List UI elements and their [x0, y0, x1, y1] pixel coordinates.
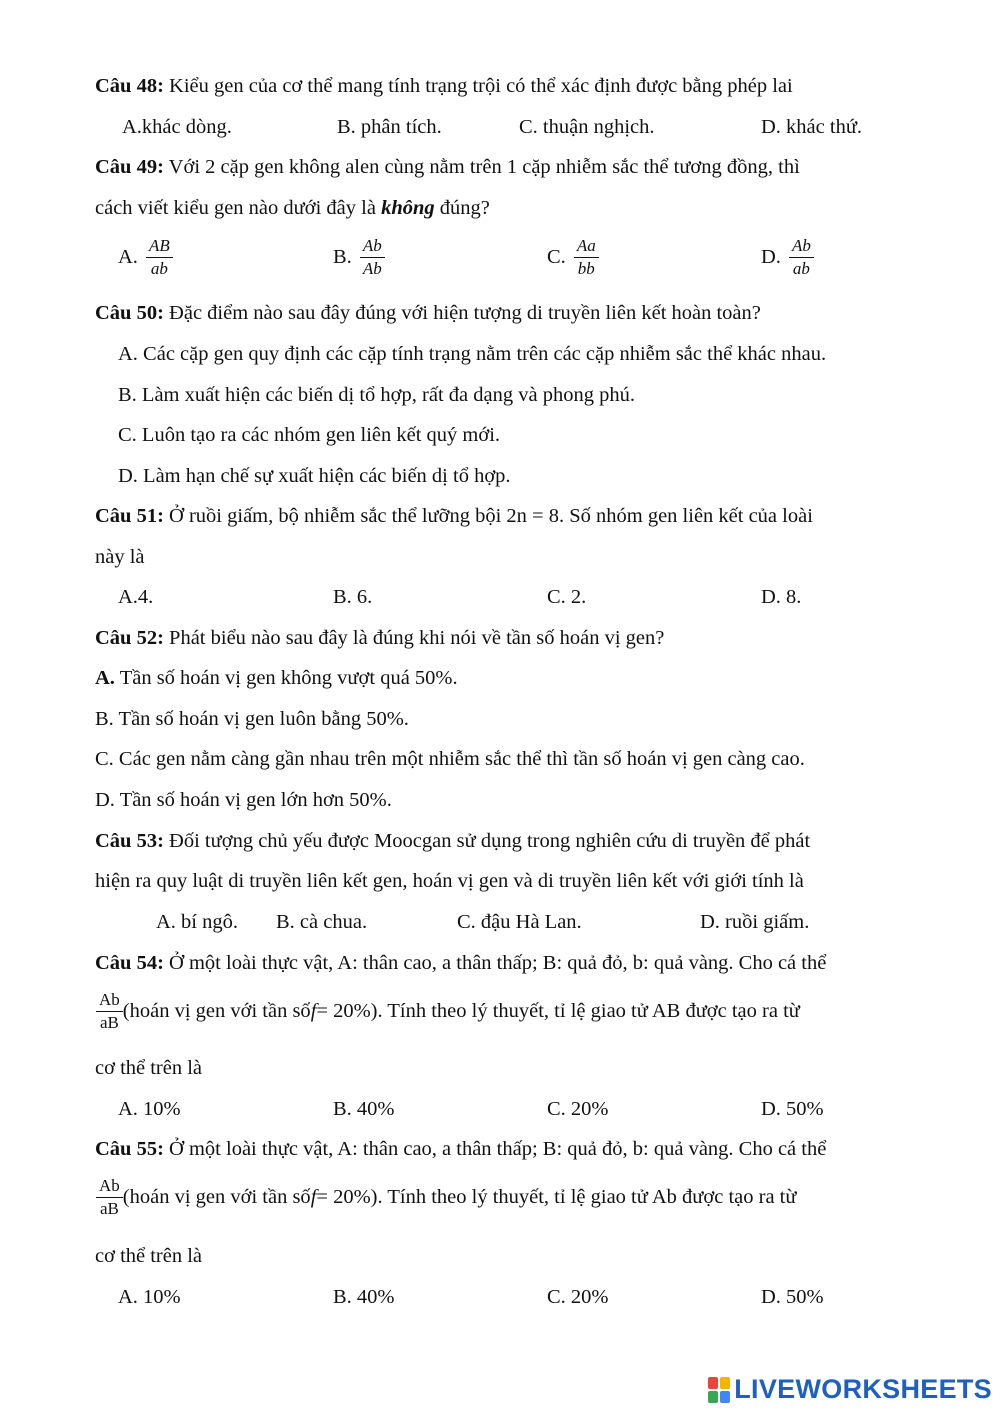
q48-option-d[interactable]: D. khác thứ. — [761, 116, 863, 138]
question-number: Câu 50: — [95, 302, 164, 324]
q48-option-b[interactable]: B. phân tích. — [337, 116, 442, 138]
q49-option-a[interactable]: A. AB ab — [118, 235, 173, 280]
question-52-stem: Câu 52: Phát biểu nào sau đây là đúng khi nói về tần số hoán vị gen? — [95, 627, 665, 649]
question-55-stem-end: cơ thể trên là — [95, 1245, 203, 1267]
q51-option-a[interactable]: A.4. — [118, 586, 154, 608]
question-number: Câu 51: — [95, 505, 164, 527]
logo-tile — [720, 1377, 730, 1389]
question-54-stem-cont: Ab aB (hoán vị gen với tần số f = 20%). Tính theo lý thuyết, tỉ lệ giao tử AB được tạo ra từ — [88, 989, 800, 1034]
q50-option-b[interactable]: B. Làm xuất hiện các biến dị tổ hợp, rất đa dạng và phong phú. — [118, 384, 635, 406]
question-53-stem-cont: hiện ra quy luật di truyền liên kết gen, hoán vị gen và di truyền liên kết với giới tính là — [95, 870, 804, 892]
q52-option-a[interactable]: A. Tần số hoán vị gen không vượt quá 50%. — [95, 667, 458, 689]
question-number: Câu 53: — [95, 830, 164, 852]
logo-text: LIVEWORKSHEETS — [734, 1374, 992, 1404]
question-55-stem: Câu 55: Ở một loài thực vật, A: thân cao, a thân thấp; B: quả đỏ, b: quả vàng. Cho cá thể — [95, 1138, 827, 1160]
q53-option-d[interactable]: D. ruồi giấm. — [700, 911, 810, 933]
q52-option-d[interactable]: D. Tần số hoán vị gen lớn hơn 50%. — [95, 789, 392, 811]
liveworksheets-logo[interactable] — [708, 1374, 992, 1405]
genotype-fraction: Ab aB — [96, 1175, 123, 1220]
logo-tile — [708, 1391, 718, 1403]
q49-option-b[interactable]: B. Ab Ab — [333, 235, 385, 280]
question-55-stem-cont: Ab aB (hoán vị gen với tần số f = 20%). Tính theo lý thuyết, tỉ lệ giao tử Ab được tạo ra từ — [88, 1175, 796, 1220]
q49-option-c[interactable]: C. Aa bb — [547, 235, 599, 280]
q52-option-c[interactable]: C. Các gen nằm càng gần nhau trên một nhiễm sắc thể thì tần số hoán vị gen càng cao. — [95, 748, 805, 770]
genotype-fraction: Ab ab — [789, 235, 814, 280]
q54-option-b[interactable]: B. 40% — [333, 1098, 395, 1120]
q49-option-d[interactable]: D. Ab ab — [761, 235, 814, 280]
q50-option-d[interactable]: D. Làm hạn chế sự xuất hiện các biến dị tổ hợp. — [118, 465, 511, 487]
genotype-fraction: Ab aB — [96, 989, 123, 1034]
q54-option-d[interactable]: D. 50% — [761, 1098, 824, 1120]
q51-option-c[interactable]: C. 2. — [547, 586, 587, 608]
logo-tile — [708, 1377, 718, 1389]
logo-tile — [720, 1391, 730, 1403]
question-51-stem-cont: này là — [95, 546, 145, 568]
question-number: Câu 55: — [95, 1138, 164, 1160]
q48-option-c[interactable]: C. thuận nghịch. — [519, 116, 655, 138]
q48-option-a[interactable]: A.khác dòng. — [122, 116, 232, 138]
question-number: Câu 48: — [95, 75, 164, 97]
question-54-stem: Câu 54: Ở một loài thực vật, A: thân cao, a thân thấp; B: quả đỏ, b: quả vàng. Cho cá thể — [95, 952, 827, 974]
liveworksheets-logo-icon — [708, 1377, 730, 1403]
q54-option-a[interactable]: A. 10% — [118, 1098, 181, 1120]
q50-option-c[interactable]: C. Luôn tạo ra các nhóm gen liên kết quý mới. — [118, 424, 501, 446]
q52-option-b[interactable]: B. Tần số hoán vị gen luôn bằng 50%. — [95, 708, 409, 730]
question-48-stem: Câu 48: Kiểu gen của cơ thể mang tính trạng trội có thể xác định được bằng phép lai — [95, 75, 793, 97]
question-54-stem-end: cơ thể trên là — [95, 1057, 203, 1079]
question-50-stem: Câu 50: Đặc điểm nào sau đây đúng với hiện tượng di truyền liên kết hoàn toàn? — [95, 302, 761, 324]
q53-option-a[interactable]: A. bí ngô. — [156, 911, 238, 933]
question-number: Câu 54: — [95, 952, 164, 974]
q54-option-c[interactable]: C. 20% — [547, 1098, 609, 1120]
q50-option-a[interactable]: A. Các cặp gen quy định các cặp tính trạng nằm trên các cặp nhiễm sắc thể khác nhau. — [118, 343, 827, 365]
q51-option-b[interactable]: B. 6. — [333, 586, 373, 608]
q55-option-b[interactable]: B. 40% — [333, 1286, 395, 1308]
q55-option-d[interactable]: D. 50% — [761, 1286, 824, 1308]
question-number: Câu 49: — [95, 156, 164, 178]
q55-option-c[interactable]: C. 20% — [547, 1286, 609, 1308]
question-number: Câu 52: — [95, 627, 164, 649]
question-49-stem: Câu 49: Với 2 cặp gen không alen cùng nằm trên 1 cặp nhiễm sắc thể tương đồng, thì — [95, 156, 800, 178]
q53-option-b[interactable]: B. cà chua. — [276, 911, 368, 933]
q51-option-d[interactable]: D. 8. — [761, 586, 802, 608]
genotype-fraction: AB ab — [146, 235, 173, 280]
q53-option-c[interactable]: C. đậu Hà Lan. — [457, 911, 582, 933]
question-51-stem: Câu 51: Ở ruồi giấm, bộ nhiễm sắc thể lưỡng bội 2n = 8. Số nhóm gen liên kết của loài — [95, 505, 813, 527]
question-49-stem-cont: cách viết kiểu gen nào dưới đây là không đúng? — [95, 197, 490, 219]
q55-option-a[interactable]: A. 10% — [118, 1286, 181, 1308]
genotype-fraction: Aa bb — [574, 235, 599, 280]
question-53-stem: Câu 53: Đối tượng chủ yếu được Moocgan sử dụng trong nghiên cứu di truyền để phát — [95, 830, 811, 852]
genotype-fraction: Ab Ab — [360, 235, 385, 280]
